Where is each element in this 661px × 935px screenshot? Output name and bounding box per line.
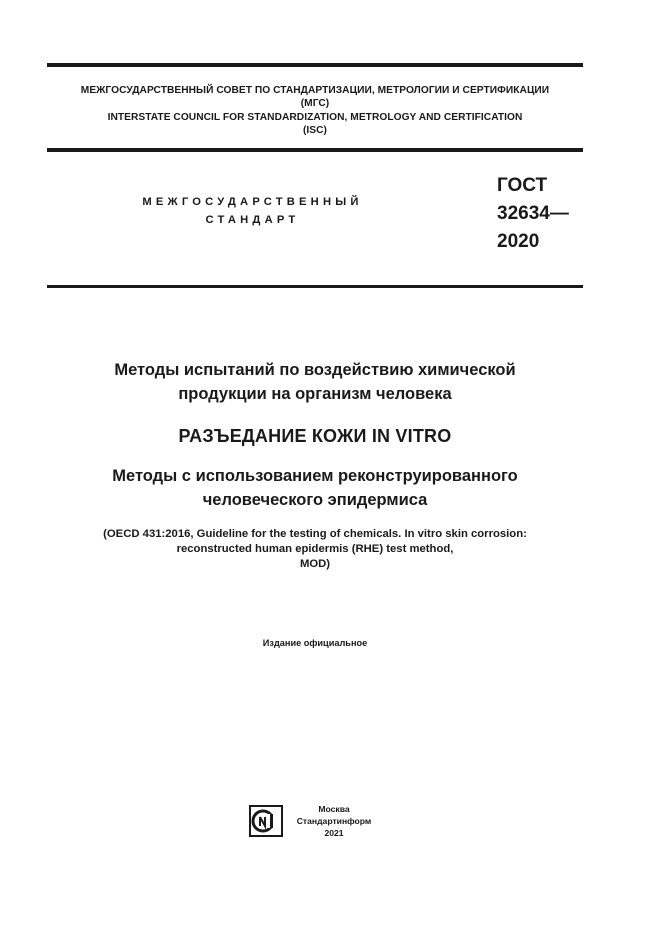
document-subtitle xyxy=(47,464,583,512)
edition-label: Издание официальное xyxy=(262,638,368,648)
council-name-ru: МЕЖГОСУДАРСТВЕННЫЙ СОВЕТ ПО СТАНДАРТИЗАЦИИ, МЕТРОЛОГИИ И СЕРТИФИКАЦИИ xyxy=(80,85,550,96)
gost-label: ГОСТ xyxy=(497,175,548,196)
council-abbr-en: (ISC) xyxy=(302,125,328,136)
title-line1: Методы испытаний по воздействию химической xyxy=(114,361,516,379)
council-name-en: INTERSTATE COUNCIL FOR STANDARDIZATION, METROLOGY AND CERTIFICATION xyxy=(107,112,523,123)
reference-line2: reconstructed human epidermis (RHE) test method, xyxy=(176,543,454,555)
publisher-year: 2021 xyxy=(324,828,344,838)
subtitle-line2: человеческого эпидермиса xyxy=(202,491,428,509)
bottom-rule xyxy=(47,285,583,288)
gost-designation xyxy=(497,172,569,256)
standard-type-line2: СТАНДАРТ xyxy=(205,214,300,226)
reference-line3: MOD) xyxy=(299,558,331,570)
title-line2: продукции на организм человека xyxy=(178,385,452,403)
publisher-info xyxy=(286,803,382,839)
council-abbr-ru: (МГС) xyxy=(300,98,330,109)
document-title xyxy=(47,358,583,406)
middle-rule xyxy=(47,148,583,152)
main-title: РАЗЪЕДАНИЕ КОЖИ IN VITRO xyxy=(178,426,452,446)
gost-number: 32634— xyxy=(497,203,569,224)
subtitle-line1: Методы с использованием реконструированного xyxy=(112,467,518,485)
top-rule xyxy=(47,63,583,67)
publisher-city: Москва xyxy=(318,804,350,814)
reference-line1: (OECD 431:2016, Guideline for the testing of chemicals. In vitro skin corrosion: xyxy=(103,528,527,540)
standard-type-line1: МЕЖГОСУДАРСТВЕННЫЙ xyxy=(142,196,363,208)
oecd-reference xyxy=(47,527,583,572)
standartinform-logo-icon xyxy=(249,805,283,837)
publisher-name: Стандартинформ xyxy=(296,816,372,826)
gost-year: 2020 xyxy=(497,231,540,252)
